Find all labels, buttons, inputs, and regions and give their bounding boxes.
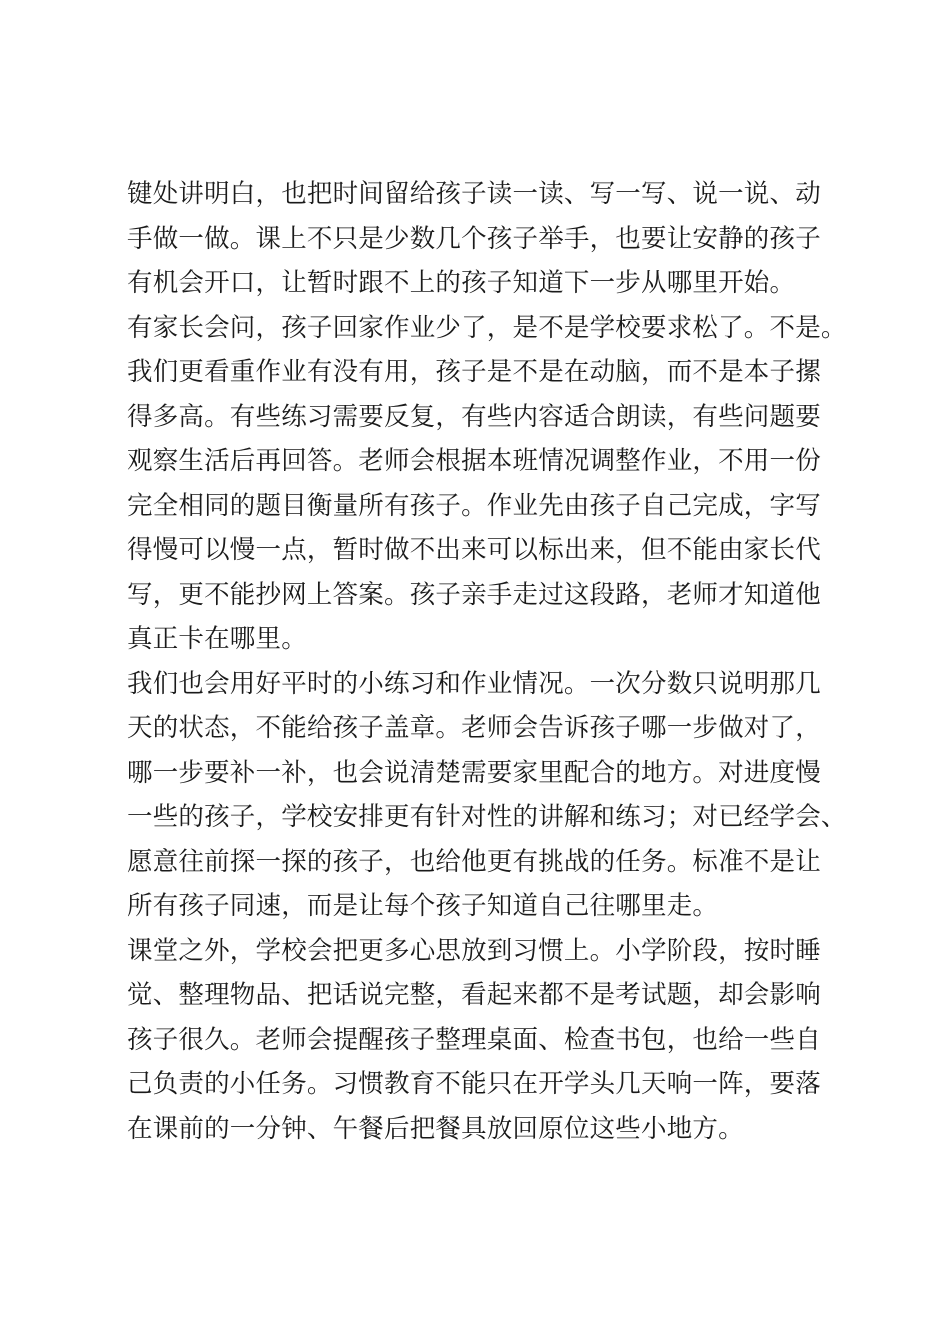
text-line: 键处讲明白，也把时间留给孩子读一读、写一写、说一说、动: [127, 179, 821, 209]
paragraph-1: [127, 172, 837, 306]
text-line: 我们更看重作业有没有用，孩子是不是在动脑，而不是本子摞: [127, 357, 821, 387]
paragraph-4: [127, 929, 837, 1152]
paragraph-3: [127, 662, 847, 929]
text-line: 有家长会问，孩子回家作业少了，是不是学校要求松了。不是。: [127, 312, 847, 343]
text-line: 觉、整理物品、把话说完整，看起来都不是考试题，却会影响: [127, 980, 821, 1010]
body-text: [127, 172, 847, 1151]
text-line: 得多高。有些练习需要反复，有些内容适合朗读，有些问题要: [127, 401, 821, 432]
paragraph-2: [127, 306, 847, 662]
text-line: 写，更不能抄网上答案。孩子亲手走过这段路，老师才知道他: [127, 579, 821, 610]
text-line: 所有孩子同速，而是让每个孩子知道自己往哪里走。: [127, 891, 719, 921]
text-line: 完全相同的题目衡量所有孩子。作业先由孩子自己完成，字写: [127, 490, 821, 521]
text-line: 在课前的一分钟、午餐后把餐具放回原位这些小地方。: [127, 1113, 744, 1144]
text-line: 哪一步要补一补，也会说清楚需要家里配合的地方。对进度慢: [127, 757, 821, 788]
text-line: 课堂之外，学校会把更多心思放到习惯上。小学阶段，按时睡: [127, 935, 821, 966]
text-line: 观察生活后再回答。老师会根据本班情况调整作业，不用一份: [127, 446, 821, 476]
text-line: 我们也会用好平时的小练习和作业情况。一次分数只说明那几: [127, 668, 821, 699]
text-line: 有机会开口，让暂时跟不上的孩子知道下一步从哪里开始。: [127, 268, 796, 298]
text-line: 真正卡在哪里。: [127, 624, 307, 654]
text-line: 天的状态，不能给孩子盖章。老师会告诉孩子哪一步做对了，: [127, 713, 821, 743]
text-line: 孩子很久。老师会提醒孩子整理桌面、检查书包，也给一些自: [127, 1024, 821, 1055]
text-line: 得慢可以慢一点，暂时做不出来可以标出来，但不能由家长代: [127, 535, 821, 565]
text-line: 一些的孩子，学校安排更有针对性的讲解和练习；对已经学会、: [127, 802, 847, 832]
text-line: 手做一做。课上不只是少数几个孩子举手，也要让安静的孩子: [127, 223, 821, 254]
text-line: 愿意往前探一探的孩子，也给他更有挑战的任务。标准不是让: [127, 846, 821, 877]
text-line: 己负责的小任务。习惯教育不能只在开学头几天响一阵，要落: [127, 1069, 821, 1099]
